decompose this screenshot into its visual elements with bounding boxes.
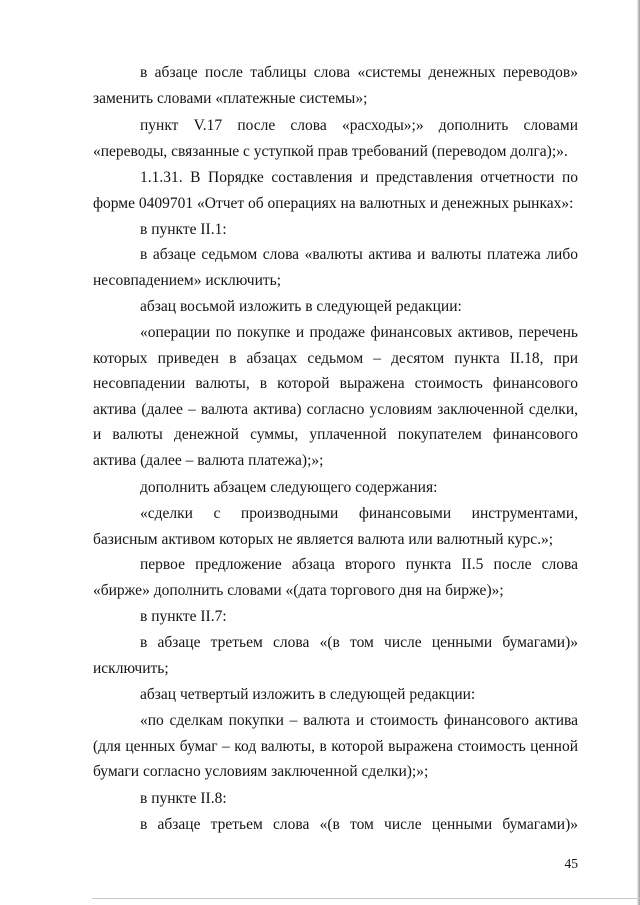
paragraph-11: в пункте II.7: [140,608,227,625]
paragraph-10: первое предложение абзаца второго пункта II.5 после слова «бирже» дополнить словами «(дата торгового дня на бирже)»; [93,556,578,599]
paragraph-4: в пункте II.1: [140,221,227,238]
paragraph-6: абзац восьмой изложить в следующей редакции: [140,298,462,315]
paragraph-16: в абзаце третьем слова «(в том числе ценными бумагами)» [140,816,578,833]
paragraph-3-section-1-1-31: 1.1.31. В Порядке составления и представления отчетности по форме 0409701 «Отчет об операциях на валютных и денежных рынках»: [93,169,578,212]
paragraph-15: в пункте II.8: [140,790,227,807]
paragraph-8: дополнить абзацем следующего содержания: [140,479,438,496]
paragraph-2: пункт V.17 после слова «расходы»;» дополнить словами «переводы, связанные с уступкой прав требований (переводом долга);». [93,117,578,160]
paragraph-7-quote: «операции по покупке и продаже финансовых активов, перечень которых приведен в абзацах седьмом – десятом пункта II.18, при несовпадении валюты, в которой выражена стоимость финансового актива (далее – валюта актива) согласно условиям заключенной сделки, и валюты денежной суммы, уплаченной покупателем финансового актива (далее – валюта платежа);»; [93,324,578,469]
paragraph-14-quote: «по сделкам покупки – валюта и стоимость финансового актива (для ценных бумаг – код валюты, в которой выражена стоимость ценной бумаги согласно условиям заключенной сделки);»; [93,712,578,781]
paragraph-9-quote: «сделки с производными финансовыми инструментами, базисным активом которых не является валюта или валютный курс.»; [93,505,578,548]
page-number: 45 [564,856,578,871]
paragraph-5: в абзаце седьмом слова «валюты актива и валюты платежа либо несовпадением» исключить; [93,246,578,289]
paragraph-12: в абзаце третьем слова «(в том числе ценными бумагами)» исключить; [93,634,578,677]
scan-edge-bottom [92,898,640,899]
paragraph-13: абзац четвертый изложить в следующей редакции: [140,686,476,703]
paragraph-1: в абзаце после таблицы слова «системы денежных переводов» заменить словами «платежные системы»; [93,64,578,107]
